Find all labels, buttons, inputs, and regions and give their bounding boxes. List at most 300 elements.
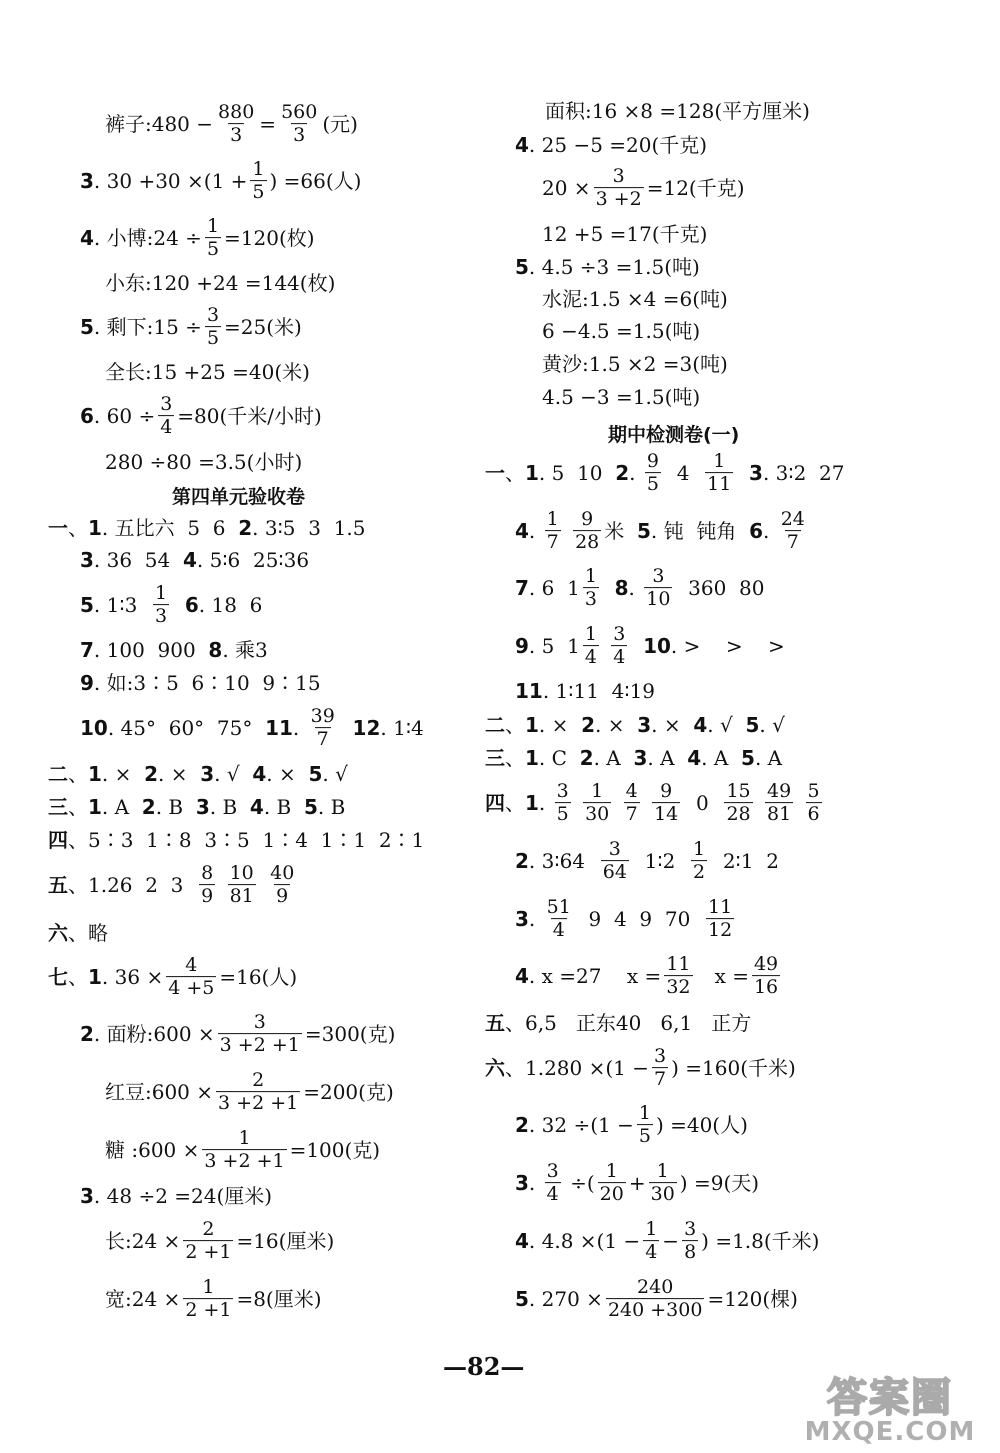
fraction-numerator: 3 [206, 304, 220, 327]
fraction-numerator: 1 [591, 780, 604, 803]
answer-line-m4a [485, 781, 825, 825]
answer-text: . √ [214, 762, 253, 786]
fraction-denominator: 10 [646, 588, 671, 610]
answer-text: . > > > [670, 634, 785, 658]
answer-text: . √ [759, 713, 785, 737]
watermark-text-top: 答案圈 [827, 1374, 953, 1421]
question-number: 8 [208, 638, 223, 662]
answer-text: =25(米) [224, 315, 302, 339]
answer-text: . [763, 519, 776, 543]
answer-text: . 48 ÷2 =24(厘米) [93, 1184, 273, 1208]
answer-text: . 4.5 ÷3 =1.5(吨) [528, 255, 700, 279]
question-number: 3 [200, 762, 215, 786]
answer-text: 、6,5 正东40 6,1 正方 [505, 1011, 752, 1035]
fraction [158, 394, 174, 438]
fraction-numerator: 1 [252, 158, 265, 181]
fraction-numerator: 1 [238, 1127, 251, 1150]
question-number: 9 [515, 634, 529, 658]
fraction [202, 1128, 286, 1172]
fraction-denominator: 32 [666, 976, 691, 998]
question-number: 1 [525, 746, 539, 770]
fraction [598, 1161, 626, 1205]
fraction-numerator: 240 [637, 1276, 674, 1299]
answer-text [340, 718, 353, 738]
fraction [545, 1161, 561, 1205]
answer-text: . 剩下:15 ÷ [93, 315, 202, 339]
question-number: 4 [515, 1229, 529, 1253]
answer-line-m4c [515, 897, 737, 941]
answer-text: . 36 × [101, 965, 164, 989]
answer-text: 长:24 × [105, 1229, 181, 1253]
answer-text: x = [695, 964, 749, 988]
question-number: 4 [515, 519, 529, 543]
fraction [216, 102, 256, 146]
answer-text: 9 4 9 70 [575, 907, 704, 931]
fraction [601, 839, 629, 883]
answer-text: . B [317, 795, 346, 819]
fraction-numerator: 15 [726, 780, 751, 803]
answer-text: . 45° 60° 75° [107, 716, 266, 740]
question-number: 4 [693, 713, 708, 737]
question-number: 2 [515, 849, 529, 873]
answer-text: . B [155, 795, 196, 819]
answer-text: . A [101, 795, 142, 819]
fraction-denominator: 5 [646, 473, 659, 495]
fraction [652, 1046, 668, 1090]
fraction [583, 781, 611, 825]
answer-line-l4a [80, 216, 315, 260]
answer-line-u7e [80, 1186, 272, 1206]
fraction-denominator: 2 +1 [185, 1299, 232, 1321]
answer-line-r5b [542, 289, 728, 309]
answer-text: 20 × [542, 176, 591, 200]
answer-text: 2∶1 2 [710, 849, 779, 873]
question-number: 2 [80, 1022, 94, 1046]
fraction-numerator: 5 [807, 780, 820, 803]
fraction [649, 1161, 677, 1205]
answer-text: . 5∶6 25∶36 [196, 548, 310, 572]
answer-line-r5e [542, 387, 700, 407]
answer-text: . × [266, 762, 309, 786]
answer-text: =16(人) [219, 965, 298, 989]
question-number: 一 [48, 516, 68, 540]
answer-text: . A [593, 746, 634, 770]
answer-text: 红豆:600 × [105, 1080, 214, 1104]
answer-line-m1c [515, 566, 765, 610]
question-number: 9 [80, 671, 94, 695]
answer-text [574, 793, 580, 813]
answer-line-m6b [515, 1103, 748, 1147]
fraction-denominator: 7 [316, 728, 329, 750]
fraction [606, 1277, 705, 1321]
answer-text: . × [158, 762, 201, 786]
fraction [218, 1012, 302, 1056]
fraction-denominator: 240 +300 [607, 1299, 703, 1321]
question-number: 4 [515, 133, 529, 157]
fraction-numerator: 1 [638, 1102, 651, 1125]
fraction-denominator: 6 [807, 803, 820, 825]
answer-line-m1b [515, 509, 810, 553]
fraction-numerator: 3 [613, 623, 626, 646]
question-number: 2 [238, 516, 253, 540]
answer-text: 0 [683, 791, 722, 815]
fraction-numerator: 880 [218, 101, 255, 124]
fraction-denominator: 7 [654, 1068, 667, 1090]
question-number: 6 [80, 404, 94, 428]
section-heading-unit4-test: 第四单元验收卷 [172, 486, 306, 508]
fraction [545, 897, 573, 941]
answer-text: 水泥:1.5 ×4 =6(吨) [542, 287, 728, 311]
question-number: 1 [88, 516, 102, 540]
answer-text: . A [647, 746, 688, 770]
fraction [166, 955, 216, 999]
question-number: 8 [614, 576, 629, 600]
answer-line-m6c [515, 1161, 759, 1205]
question-number: 4 [249, 795, 264, 819]
fraction-numerator: 39 [310, 705, 335, 728]
fraction-denominator: 9 [276, 885, 289, 907]
fraction [724, 781, 752, 825]
answer-text: =80(千米/小时) [177, 404, 322, 428]
fraction [183, 1219, 233, 1263]
fraction-numerator: 51 [546, 896, 571, 919]
fraction-denominator: 4 [160, 416, 173, 438]
fraction-denominator: 5 [206, 238, 220, 260]
fraction [583, 624, 599, 668]
answer-line-l5b [105, 362, 310, 382]
answer-text: 、 [68, 762, 88, 786]
answer-line-m6e [515, 1277, 798, 1321]
fraction [583, 566, 599, 610]
fraction-denominator: 81 [229, 885, 254, 907]
answer-line-u1d [80, 640, 268, 660]
answer-line-u2 [48, 764, 348, 784]
answer-text: + [628, 1171, 646, 1195]
answer-line-u1b [80, 550, 309, 570]
fraction-numerator: 1 [713, 450, 726, 473]
fraction-numerator: 9 [646, 450, 659, 473]
answer-text: . [629, 461, 642, 485]
fraction-denominator: 4 +5 [168, 977, 215, 999]
answer-line-u4 [48, 830, 424, 850]
question-number: 5 [303, 795, 318, 819]
fraction [664, 954, 692, 998]
fraction-numerator: 1 [656, 1160, 669, 1183]
question-number: 1 [525, 791, 539, 815]
fraction-denominator: 2 [693, 861, 706, 883]
answer-text: . 6 1 [528, 576, 580, 600]
answer-text: . [528, 1171, 542, 1195]
answer-text: . 小博:24 ÷ [93, 226, 202, 250]
answer-text: . 面粉:600 × [93, 1022, 215, 1046]
fraction-denominator: 7 [546, 531, 559, 553]
answer-line-m4b [515, 839, 779, 883]
fraction-numerator: 40 [270, 862, 295, 885]
fraction-numerator: 1 [645, 1218, 658, 1241]
question-number: 10 [643, 634, 671, 658]
question-number: 2 [515, 1113, 529, 1137]
fraction-numerator: 4 [185, 954, 198, 977]
fraction-denominator: 30 [585, 803, 610, 825]
fraction [645, 451, 661, 495]
question-number: 3 [80, 1184, 94, 1208]
fraction-numerator: 3 [684, 1218, 697, 1241]
fraction-numerator: 11 [666, 953, 691, 976]
question-number: 7 [80, 638, 94, 662]
fraction-denominator: 5 [206, 327, 220, 349]
answer-text: 1∶2 [631, 849, 689, 873]
fraction-denominator: 2 +1 [185, 1241, 232, 1263]
section-heading-midterm-test: 期中检测卷(一) [608, 424, 740, 446]
question-number: 3 [637, 713, 652, 737]
answer-line-m6a [485, 1046, 796, 1090]
fraction [268, 863, 296, 907]
question-number: 七 [48, 965, 68, 989]
answer-line-l5a [80, 305, 302, 349]
fraction-denominator: 28 [575, 531, 600, 553]
answer-text: . A [754, 746, 783, 770]
fraction [652, 781, 680, 825]
answer-text: =100(克) [289, 1138, 381, 1162]
question-number: 2 [144, 762, 159, 786]
fraction [691, 839, 707, 883]
fraction-denominator: 5 [556, 803, 569, 825]
fraction-numerator: 24 [780, 508, 805, 531]
answer-text: 、 [505, 746, 525, 770]
answer-text: ) =66(人) [269, 169, 362, 193]
fraction-denominator: 12 [708, 919, 733, 941]
fraction-denominator: 3 +2 +1 [218, 1092, 299, 1114]
fraction-numerator: 9 [660, 780, 673, 803]
fraction-denominator: 14 [654, 803, 679, 825]
answer-line-r5a [515, 257, 700, 277]
answer-text: . x =27 x = [528, 964, 662, 988]
question-number: 二 [48, 762, 68, 786]
fraction-denominator: 7 [786, 531, 799, 553]
question-number: 5 [515, 255, 529, 279]
fraction-denominator: 3 +2 +1 [219, 1034, 300, 1056]
fraction-denominator: 4 [546, 1183, 559, 1205]
fraction-numerator: 1 [584, 565, 597, 588]
fraction-denominator: 3 +2 +1 [204, 1150, 285, 1172]
answer-text: = [259, 112, 277, 136]
fraction [228, 863, 256, 907]
answer-line-r4a [515, 135, 707, 155]
answer-text: . [628, 576, 642, 600]
answer-text: . √ [707, 713, 746, 737]
answer-text: 小东:120 +24 =144(枚) [105, 271, 336, 295]
question-number: 3 [80, 169, 94, 193]
fraction [216, 1070, 300, 1114]
fraction-numerator: 2 [252, 1069, 265, 1092]
question-number: 2 [581, 713, 596, 737]
fraction-numerator: 1 [202, 1276, 215, 1299]
fraction [705, 451, 733, 495]
fraction-denominator: 81 [766, 803, 792, 825]
answer-text [614, 793, 620, 813]
fraction [183, 1277, 233, 1321]
fraction-denominator: 20 [599, 1183, 624, 1205]
answer-line-u7a [48, 955, 297, 999]
answer-line-l4b [105, 273, 335, 293]
answer-line-u6 [48, 923, 108, 943]
question-number: 二 [485, 713, 505, 737]
question-number: 六 [485, 1056, 505, 1080]
answer-text: 米 [604, 519, 637, 543]
answer-text: 、 [68, 965, 88, 989]
fraction-denominator: 11 [707, 473, 732, 495]
answer-line-u7d [105, 1128, 380, 1172]
answer-text: 全长:15 +25 =40(米) [105, 360, 310, 384]
answer-text: . 60 ÷ [93, 404, 156, 428]
question-number: 11 [515, 679, 543, 703]
answer-text [602, 578, 615, 598]
answer-text: ) =160(千米) [671, 1056, 796, 1080]
answer-text: . B [209, 795, 250, 819]
fraction [594, 166, 644, 210]
fraction [752, 954, 780, 998]
answer-text [259, 875, 265, 895]
fraction-denominator: 3 [293, 124, 306, 146]
site-watermark-logo [790, 1375, 990, 1449]
fraction [779, 509, 807, 553]
answer-text: 黄沙:1.5 ×2 =3(吨) [542, 352, 728, 376]
fraction-denominator: 9 [201, 885, 214, 907]
answer-text: 、 [505, 713, 525, 737]
answer-text: . 25 −5 =20(千克) [528, 133, 708, 157]
answer-text [796, 793, 802, 813]
answer-line-r5d [542, 354, 728, 374]
answer-text: . 1∶4 [380, 716, 424, 740]
answer-text: . 如:3∶5 6∶10 9∶15 [93, 671, 321, 695]
fraction-denominator: 28 [726, 803, 751, 825]
answer-text: 、 [68, 516, 88, 540]
fraction-numerator: 3 [546, 1160, 559, 1183]
watermark-text-bottom: MXQE.COM [804, 1416, 976, 1447]
answer-line-u1c [80, 583, 262, 627]
answer-text: ) =1.8(千米) [701, 1229, 820, 1253]
question-number: 5 [741, 746, 755, 770]
question-number: 三 [48, 795, 68, 819]
fraction-denominator: 4 [552, 919, 565, 941]
question-number: 4 [687, 746, 702, 770]
fraction-denominator: 4 [584, 646, 597, 668]
fraction-numerator: 3 [612, 165, 625, 188]
answer-text: (元) [322, 112, 358, 136]
question-number: 4 [252, 762, 267, 786]
fraction-numerator: 1 [206, 215, 220, 238]
answer-text: 4 [663, 461, 703, 485]
answer-text [564, 521, 570, 541]
question-number: 2 [141, 795, 156, 819]
answer-line-l6b [105, 452, 302, 472]
answer-text: . × [101, 762, 145, 786]
answer-text [630, 636, 643, 656]
answer-line-u1e [80, 673, 321, 693]
answer-line-m6d [515, 1219, 820, 1263]
question-number: 4 [80, 226, 94, 250]
fraction-numerator: 8 [201, 862, 214, 885]
answer-text [643, 793, 649, 813]
answer-text: 宽:24 × [105, 1287, 181, 1311]
answer-text: . × [651, 713, 694, 737]
answer-line-u1f [80, 706, 424, 750]
answer-line-u1a [48, 518, 366, 538]
answer-line-u7c [105, 1070, 394, 1114]
answer-line-l3 [80, 159, 362, 203]
question-number: 四 [48, 828, 68, 852]
question-number: 6 [184, 593, 199, 617]
fraction [644, 566, 672, 610]
fraction [250, 159, 266, 203]
fraction [545, 509, 561, 553]
answer-line-pants [105, 102, 358, 146]
fraction-denominator: 64 [602, 861, 627, 883]
fraction [573, 509, 601, 553]
fraction-denominator: 8 [684, 1241, 697, 1263]
fraction [806, 781, 822, 825]
answer-text: 4.5 −3 =1.5(吨) [542, 385, 701, 409]
question-number: 3 [80, 548, 94, 572]
answer-text: 360 80 [675, 576, 765, 600]
answer-line-r4c [542, 224, 707, 244]
question-number: 1 [525, 461, 539, 485]
answer-text: . 五比六 5 6 [101, 516, 239, 540]
answer-text: . × [595, 713, 638, 737]
fraction-denominator: 3 [155, 605, 168, 627]
answer-text: 、 [505, 791, 525, 815]
answer-line-l6a [80, 394, 322, 438]
answer-text: . [528, 907, 542, 931]
answer-text: =16(厘米) [236, 1229, 335, 1253]
fraction-denominator: 16 [753, 976, 779, 998]
question-number: 4 [182, 548, 197, 572]
fraction [153, 583, 169, 627]
question-number: 6 [749, 519, 763, 543]
fraction-numerator: 49 [753, 953, 779, 976]
answer-text: . [528, 519, 542, 543]
answer-text: =8(厘米) [236, 1287, 322, 1311]
question-number: 4 [515, 964, 529, 988]
fraction-denominator: 3 [230, 124, 243, 146]
fraction [555, 781, 571, 825]
fraction-numerator: 1 [546, 508, 559, 531]
answer-text: ) =40(人) [655, 1113, 748, 1137]
answer-line-r5c [542, 321, 700, 341]
question-number: 1 [88, 965, 102, 989]
answer-line-u3 [48, 797, 345, 817]
fraction-denominator: 5 [252, 181, 265, 203]
answer-line-m4d [515, 954, 783, 998]
answer-line-m5 [485, 1013, 751, 1033]
answer-line-m3 [485, 748, 782, 768]
answer-text: . 5 10 [538, 461, 616, 485]
answer-text: . 100 900 [93, 638, 209, 662]
answer-text: . 5 1 [528, 634, 580, 658]
answer-text: 12 +5 =17(千克) [542, 222, 708, 246]
fraction-numerator: 3 [253, 1011, 266, 1034]
answer-text: . 36 54 [93, 548, 183, 572]
answer-text: =300(克) [304, 1022, 396, 1046]
answer-text: . 3∶2 27 [762, 461, 845, 485]
question-number: 3 [749, 461, 763, 485]
question-number: 5 [745, 713, 760, 737]
answer-text: 、1.280 ×(1 − [505, 1056, 650, 1080]
fraction-denominator: 4 [613, 646, 626, 668]
fraction-numerator: 49 [766, 780, 792, 803]
answer-text: . 4.8 ×(1 − [528, 1229, 641, 1253]
answer-text: =200(克) [303, 1080, 394, 1104]
